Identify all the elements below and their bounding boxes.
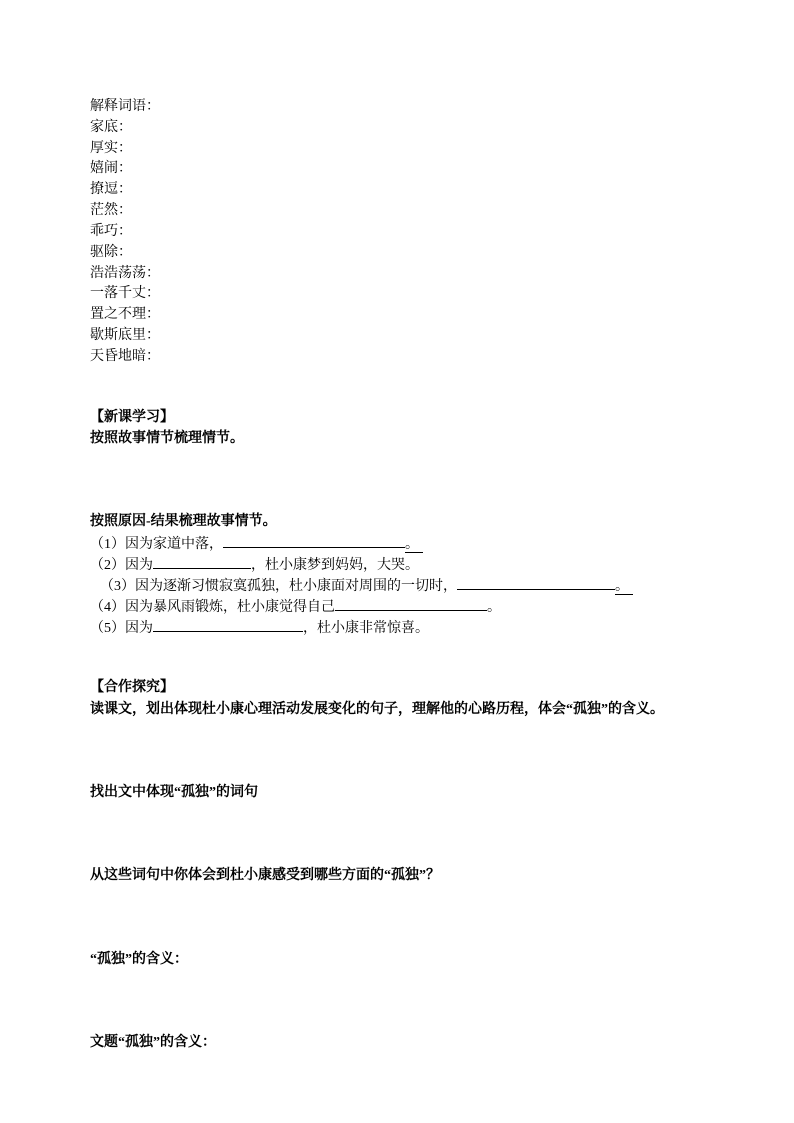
new-lesson-task-plot: 按照故事情节梳理情节。 [90,431,244,446]
question-find-phrases: 找出文中体现“孤独”的词句 [90,785,258,800]
vocabulary-term: 驱除： [90,244,132,260]
answer-blank [223,533,405,548]
item-text: （3）因为逐渐习惯寂寞孤独，杜小康面对周围的一切时， [100,579,457,594]
answer-blank [457,575,615,590]
item-text: 。 [487,600,501,615]
vocabulary-term: 茫然： [90,203,132,219]
cause-effect-item [90,596,501,616]
vocabulary-term: 撩逗： [90,182,132,198]
question-title-meaning: 文题“孤独”的含义： [90,1035,216,1050]
item-text: （1）因为家道中落， [90,537,223,552]
question-aspects-of-loneliness: 从这些词句中你体会到杜小康感受到哪些方面的“孤独”？ [90,868,440,883]
item-text: （4）因为暴风雨锻炼，杜小康觉得自己 [90,600,335,615]
new-lesson-task-cause-effect: 按照原因-结果梳理故事情节。 [90,514,277,529]
item-text: 。 [615,579,633,595]
vocabulary-term: 浩浩荡荡： [90,265,160,281]
item-text: ，杜小康非常惊喜。 [303,621,429,636]
answer-blank [153,617,303,632]
cause-effect-item [100,575,633,595]
answer-blank [153,554,251,569]
answer-blank [335,596,487,611]
item-text: ，杜小康梦到妈妈，大哭。 [251,558,419,573]
vocabulary-term: 厚实： [90,140,132,156]
vocabulary-term: 置之不理： [90,307,160,323]
vocabulary-section [90,97,160,368]
cooperative-heading: 【合作探究】 [90,680,174,695]
vocabulary-term: 家底： [90,119,132,135]
cause-effect-item [90,617,429,637]
vocabulary-term: 乖巧： [90,223,132,239]
question-meaning-of-loneliness: “孤独”的含义： [90,952,188,967]
cause-effect-item [90,533,423,553]
vocabulary-term: 歇斯底里： [90,328,160,344]
vocabulary-heading: 解释词语： [90,99,160,114]
vocabulary-term: 嬉闹： [90,161,132,177]
vocabulary-term: 一落千丈： [90,286,160,302]
vocabulary-term: 天昏地暗： [90,348,160,364]
item-text: （2）因为 [90,558,153,573]
cause-effect-item [90,554,419,574]
cooperative-instruction: 读课文，划出体现杜小康心理活动发展变化的句子，理解他的心路历程，体会“孤独”的含义。 [90,702,664,717]
new-lesson-heading: 【新课学习】 [90,410,174,425]
item-text: （5）因为 [90,621,153,636]
item-text: 。 [405,537,423,553]
